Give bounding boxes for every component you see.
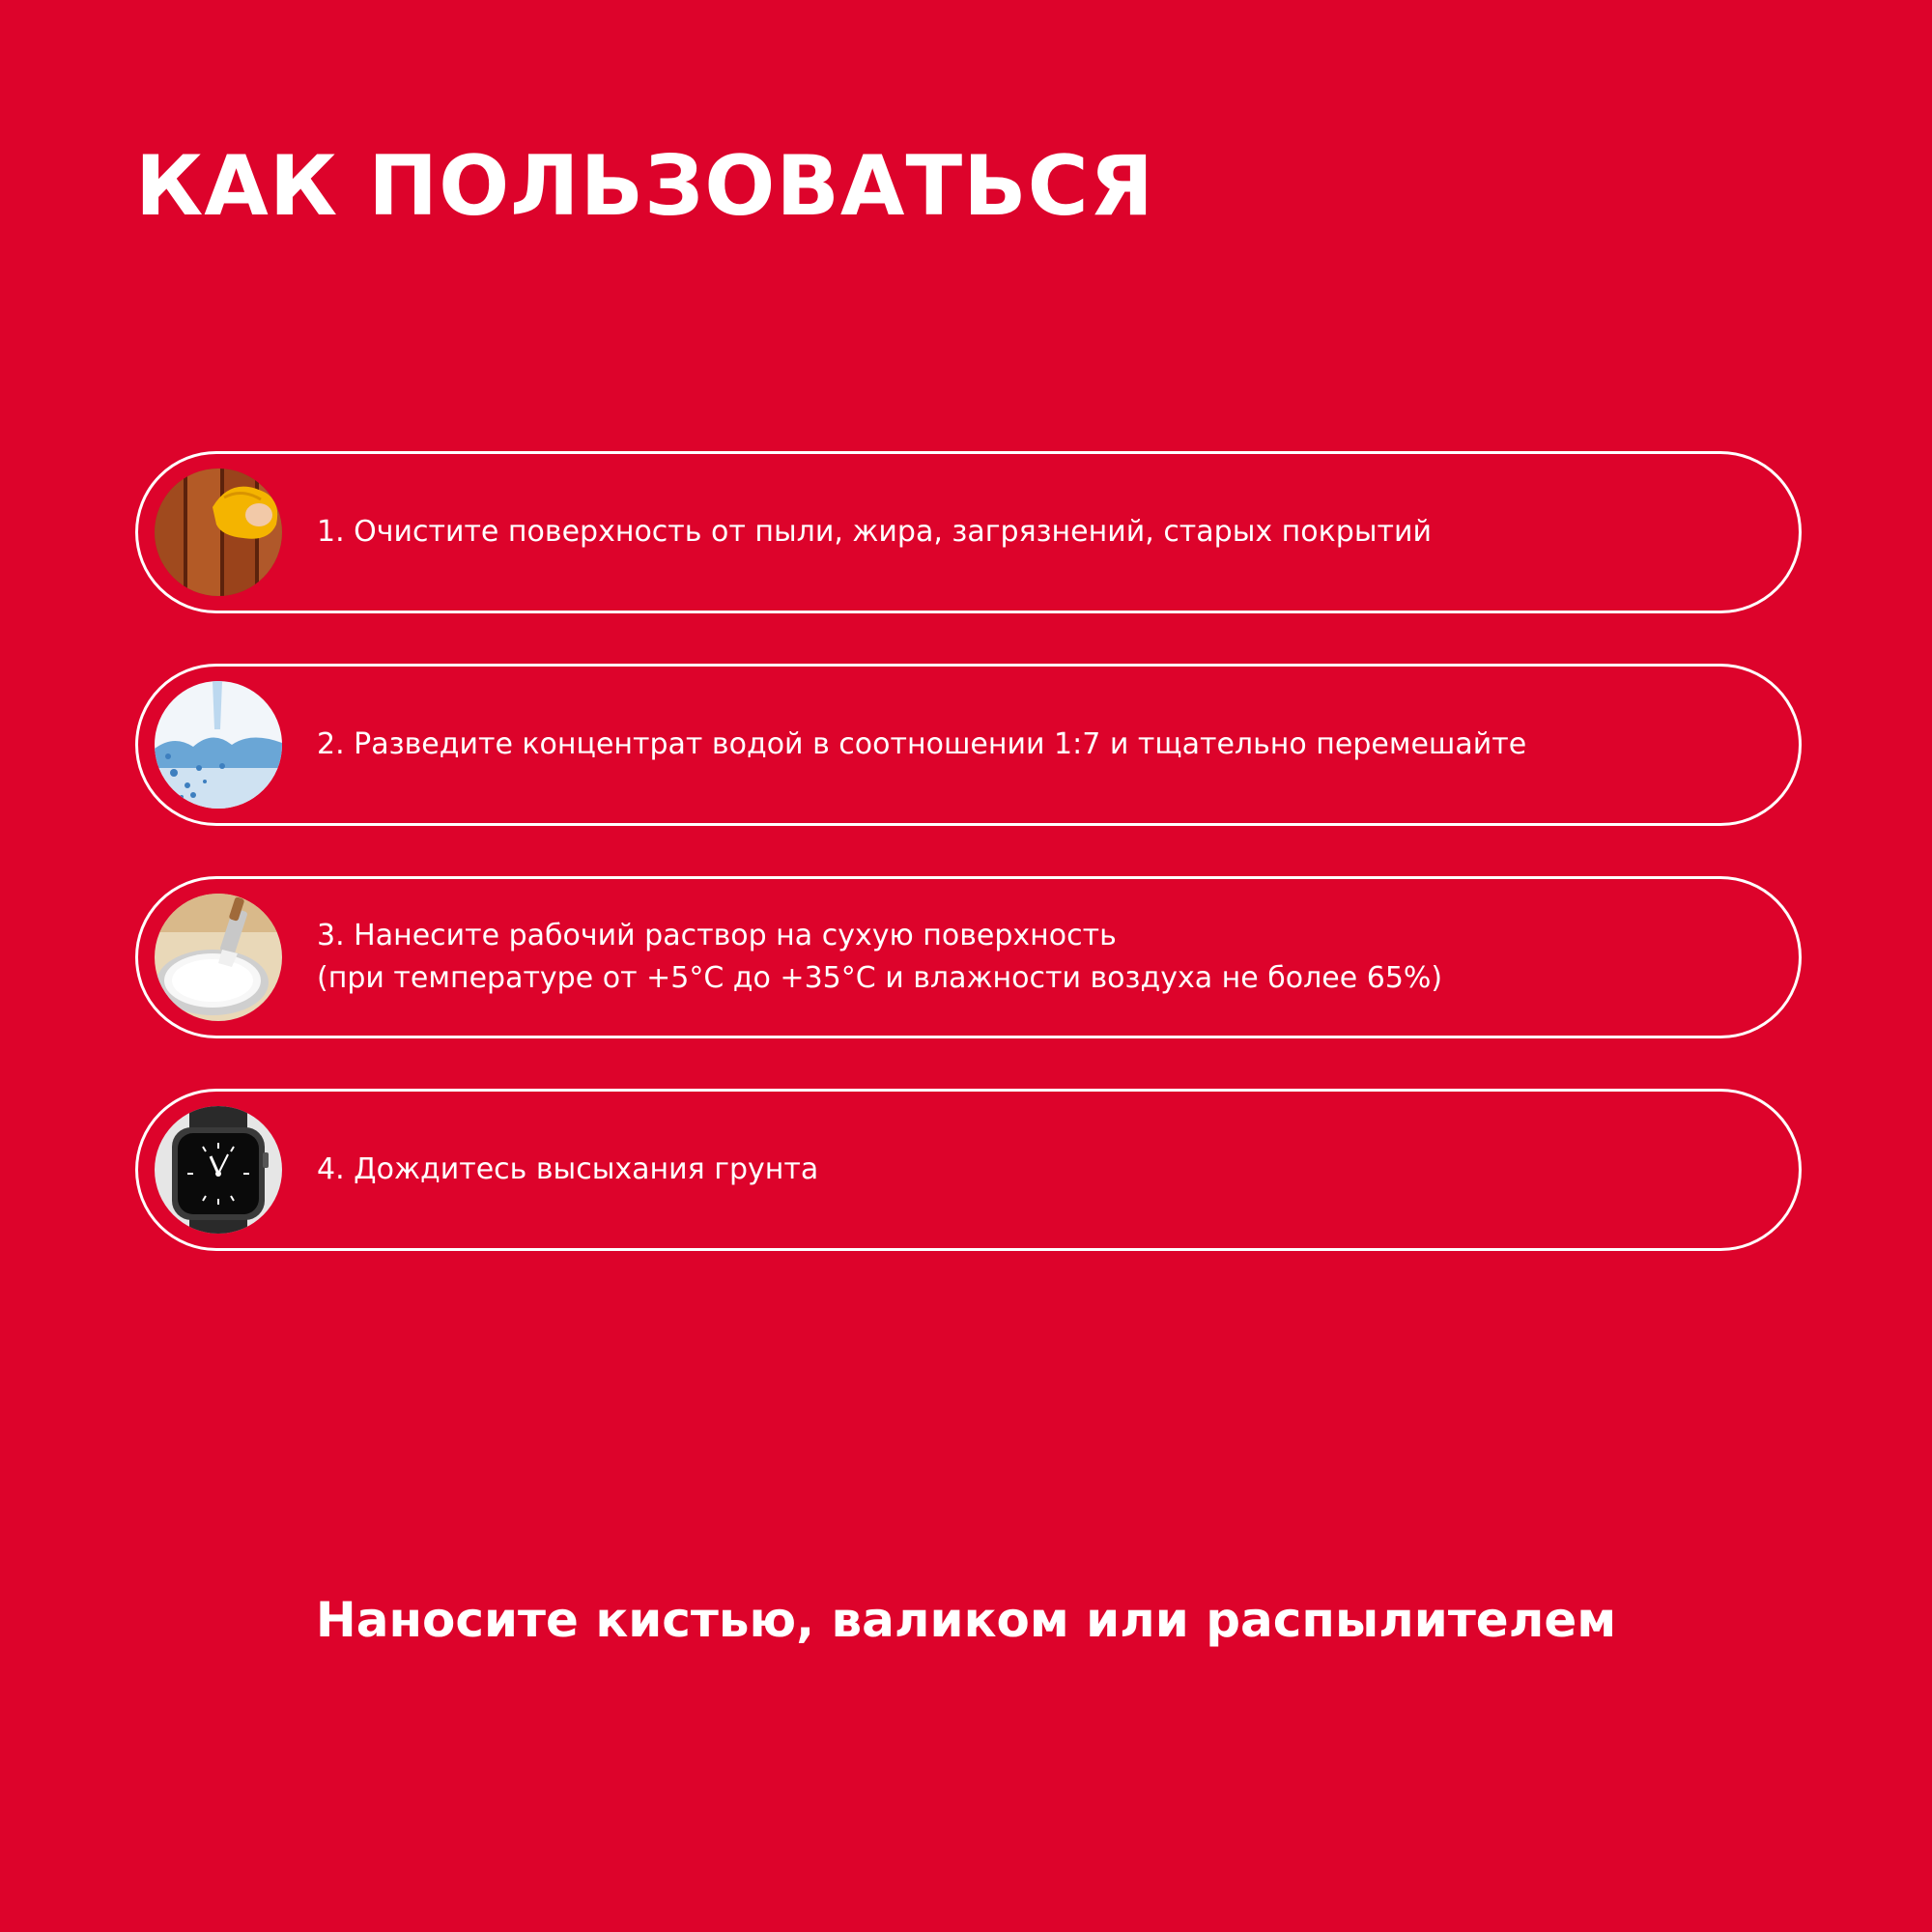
water-splash-icon <box>155 681 282 809</box>
step-card-2 <box>135 664 1802 826</box>
page-title: КАК ПОЛЬЗОВАТЬСЯ <box>135 138 1155 235</box>
paint-brush-bucket-icon <box>155 894 282 1021</box>
step-line: 1. Очистите поверхность от пыли, жира, загрязнений, старых покрытий <box>317 515 1432 549</box>
wiping-cloth-icon <box>155 469 282 596</box>
step-line: 4. Дождитесь высыхания грунта <box>317 1152 819 1186</box>
step-card-1 <box>135 451 1802 613</box>
application-methods-note: Наносите кистью, валиком или распылителем <box>315 1592 1617 1648</box>
watch-icon <box>155 1106 282 1234</box>
step-line: 2. Разведите концентрат водой в соотношении 1:7 и тщательно перемешайте <box>317 727 1527 761</box>
step-text <box>317 915 1442 1000</box>
step-text <box>317 724 1526 766</box>
step-card-3 <box>135 876 1802 1038</box>
step-line: (при температуре от +5°С до +35°С и влажности воздуха не более 65%) <box>317 961 1443 995</box>
step-text <box>317 511 1432 554</box>
step-text <box>317 1149 818 1191</box>
step-card-4 <box>135 1089 1802 1251</box>
step-line: 3. Нанесите рабочий раствор на сухую поверхность <box>317 919 1117 952</box>
